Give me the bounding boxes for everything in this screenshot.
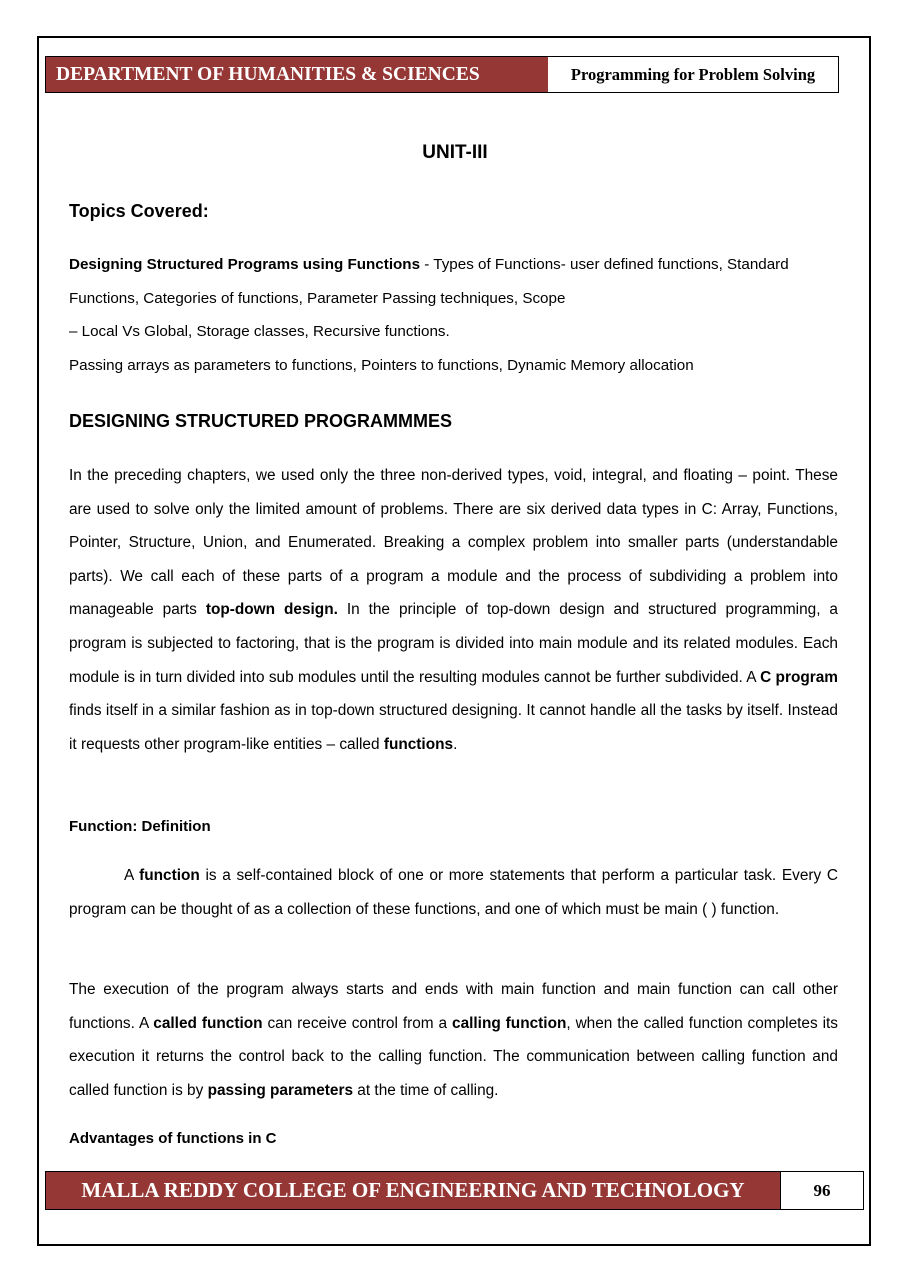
topics-line: Functions, Categories of functions, Parameter Passing techniques, Scope [69, 289, 566, 307]
page-header [45, 56, 839, 93]
execution-paragraph [69, 973, 838, 1107]
text-run: , when the called function completes its execution it returns the control back to the calling function. The communication between calling function and called function is by [69, 1014, 838, 1099]
section-heading: DESIGNING STRUCTURED PROGRAMMMES [69, 411, 453, 431]
bold-term: called function [153, 1014, 263, 1032]
text-run: . [453, 735, 458, 753]
function-definition-heading: Function: Definition [69, 818, 211, 835]
bold-term: C program [760, 668, 838, 686]
topics-line-bold: Designing Structured Programs using Functions [69, 256, 421, 273]
advantages-heading: Advantages of functions in C [69, 1130, 277, 1147]
bold-term: calling function [452, 1014, 567, 1032]
topics-line: – Local Vs Global, Storage classes, Recursive functions. [69, 323, 450, 341]
text-run: can receive control from a [262, 1014, 453, 1032]
text-run: is a self-contained block of one or more statements that perform a particular task. Every C program can be thought of as a collection of these functions, and one of which must be main ( ) function. [69, 867, 838, 918]
text-run: The execution of the program always starts and ends with main function and main function can call other functions. A [69, 981, 838, 1032]
topics-line: Passing arrays as parameters to functions, Pointers to functions, Dynamic Memory allocation [69, 357, 694, 375]
definition-paragraph [69, 859, 838, 926]
text-run: In the preceding chapters, we used only the three non-derived types, void, integral, and floating – point. These are used to solve only the limited amount of problems. There are six derived data types in C: Array, Functions, Pointer, Structure, Union, and Enumerated. Breaking a complex problem into smaller parts (understandable parts). We call each of these parts of a program a module and the process of subdividing a problem into manageable parts [69, 467, 838, 619]
topics-heading: Topics Covered: [69, 201, 209, 221]
topics-list [69, 252, 849, 387]
page-footer [45, 1171, 864, 1210]
text-run: A [124, 867, 140, 884]
bold-term: passing parameters [207, 1081, 354, 1099]
text-run: finds itself in a similar fashion as in top-down structured designing. It cannot handle all the tasks by itself. Instead it requests other program-like entities – called [69, 702, 838, 753]
text-run: In the principle of top-down design and structured programming, a program is subjected to factoring, that is the program is divided into main module and its related modules. Each module is in turn divided into sub modules until the resulting modules cannot be further subdivided. A [69, 601, 838, 686]
bold-term: function [139, 867, 200, 884]
course-name: Programming for Problem Solving [570, 64, 816, 84]
intro-paragraph [69, 459, 838, 761]
college-name: MALLA REDDY COLLEGE OF ENGINEERING AND TECHNOLOGY [46, 1172, 780, 1209]
text-run: at the time of calling. [353, 1081, 499, 1099]
topics-line-text: - Types of Functions- user defined functions, Standard [420, 256, 789, 273]
topics-line [69, 252, 849, 286]
department-name: DEPARTMENT OF HUMANITIES & SCIENCES [46, 57, 548, 92]
bold-term: functions [383, 735, 454, 753]
bold-term: top-down design. [205, 601, 338, 619]
page-number: 96 [780, 1172, 863, 1209]
unit-title: UNIT-III [422, 142, 488, 163]
